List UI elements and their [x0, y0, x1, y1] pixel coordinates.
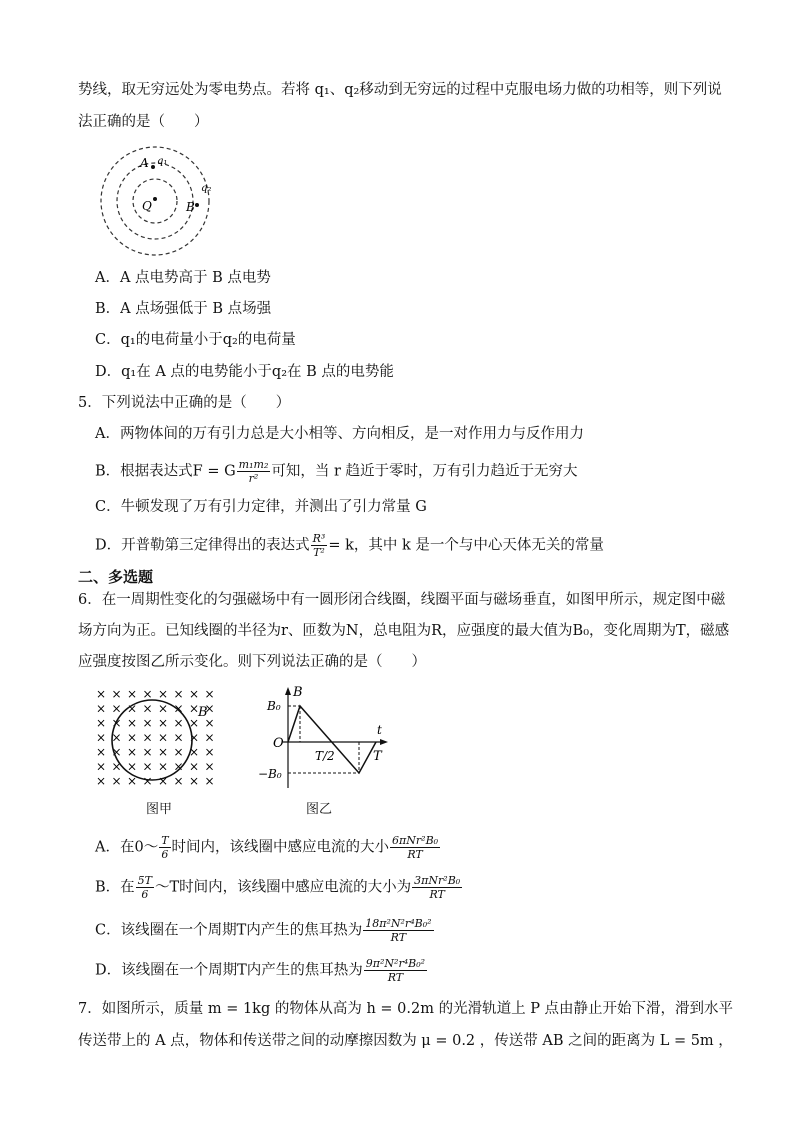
field-cross-mark: ×	[142, 774, 153, 788]
field-cross-mark: ×	[111, 701, 122, 716]
field-cross-mark: ×	[111, 716, 122, 730]
field-cross-mark: ×	[204, 745, 215, 759]
field-cross-mark: ×	[96, 716, 107, 730]
field-cross-mark: ×	[111, 688, 122, 701]
field-cross-mark: ×	[158, 745, 169, 759]
field-cross-mark: ×	[127, 745, 138, 759]
q6-option-a	[95, 834, 441, 861]
q6-optb-time-fraction: $\frac{5T}{6}$	[137, 874, 152, 901]
field-cross-mark: ×	[142, 688, 153, 701]
field-cross-mark: ×	[204, 701, 215, 716]
q4-option-c: C．q₁的电荷量小于q₂的电荷量	[95, 332, 296, 348]
q6-optd-fraction: $\frac{\text{9π²N²r⁴B₀²}}{RT}$	[365, 957, 426, 984]
q5-optd-suffix: = k，其中 k 是一个与中心天体无关的常量	[328, 537, 604, 554]
q6-optc-fraction: $\frac{\text{18π²N²r⁴B₀²}}{RT}$	[365, 917, 432, 944]
field-cross-mark: ×	[127, 688, 138, 701]
q4-option-b: B．A 点场强低于 B 点场强	[95, 301, 272, 317]
q4-stem-line1: 势线，取无穷远处为零电势点。若将 q₁、q₂移动到无穷远的过程中克服电场力做的功相等，则下列说	[78, 82, 722, 98]
label-Q: Q	[142, 199, 152, 213]
field-cross-mark: ×	[189, 759, 200, 774]
field-cross-mark: ×	[158, 716, 169, 730]
field-cross-mark: ×	[189, 774, 200, 788]
field-cross-mark: ×	[158, 688, 169, 701]
q5-option-b	[95, 458, 578, 485]
field-cross-mark: ×	[127, 730, 138, 745]
q6-opta-time-fraction: $\frac{T}{6}$	[161, 834, 169, 861]
axis-label-B: B	[293, 685, 303, 700]
q7-line1: 7．如图所示，质量 m = 1kg 的物体从高为 h = 0.2m 的光滑轨道上 P 点由静止开始下滑，滑到水平	[78, 1001, 734, 1017]
field-cross-mark: ×	[111, 730, 122, 745]
field-cross-mark: ×	[96, 730, 107, 745]
field-cross-mark: ×	[173, 759, 184, 774]
point-B	[195, 203, 199, 207]
field-cross-mark: ×	[111, 759, 122, 774]
field-cross-mark: ×	[173, 730, 184, 745]
section-title: 二、多选题	[78, 568, 154, 586]
field-cross-mark: ×	[173, 716, 184, 730]
fig1-caption: 图甲	[146, 802, 173, 817]
q6-figure-yi	[255, 684, 395, 796]
field-cross-mark: ×	[96, 688, 107, 701]
q6-optb-fraction: $\frac{\text{3πNr²B₀}}{RT}$	[414, 874, 461, 901]
field-cross-mark: ×	[111, 745, 122, 759]
q6-stem-line1: 6．在一周期性变化的匀强磁场中有一圆形闭合线圈，线圈平面与磁场垂直，如图甲所示，规定图中磁	[78, 592, 726, 608]
q4-option-a: A．A 点电势高于 B 点电势	[95, 270, 271, 286]
field-cross-mark: ×	[204, 716, 215, 730]
field-cross-mark: ×	[189, 701, 200, 716]
q6-opta-mid: 时间内，该线圈中感应电流的大小	[171, 839, 390, 856]
point-A	[151, 165, 155, 169]
fig1-label-B: B	[198, 705, 208, 720]
q6-opta-fraction: $\frac{\text{6πNr²B₀}}{RT}$	[392, 834, 439, 861]
q5-stem: 5．下列说法中正确的是（ ）	[78, 395, 291, 411]
field-cross-mark: ×	[204, 688, 215, 701]
field-cross-mark: ×	[96, 759, 107, 774]
field-cross-mark: ×	[173, 688, 184, 701]
q6-stem-line2: 场方向为正。已知线圈的半径为r、匝数为N，总电阻为R，应强度的最大值为B₀，变化周期为T，磁感	[78, 623, 730, 639]
field-cross-mark: ×	[142, 716, 153, 730]
q5-optd-fraction: $\frac{\text{R³}}{\text{T²}}$	[312, 532, 326, 559]
q6-optd-prefix: D．该线圈在一个周期T内产生的焦耳热为	[95, 962, 363, 979]
q5-option-a: A．两物体间的万有引力总是大小相等、方向相反，是一对作用力与反作用力	[95, 426, 584, 442]
magnetic-field-crosses	[96, 688, 215, 788]
q4-figure	[100, 145, 225, 260]
field-cross-mark: ×	[158, 774, 169, 788]
q5-optd-prefix: D．开普勒第三定律得出的表达式	[95, 537, 310, 554]
field-cross-mark: ×	[127, 716, 138, 730]
origin-O: O	[273, 736, 284, 751]
field-cross-mark: ×	[127, 759, 138, 774]
q5-optb-fraction: $\frac{\text{m₁m₂}}{\text{r²}}$	[238, 458, 269, 485]
tick-B0: B₀	[267, 699, 281, 713]
field-cross-mark: ×	[189, 730, 200, 745]
field-cross-mark: ×	[111, 774, 122, 788]
q5-option-c: C．牛顿发现了万有引力定律，并测出了引力常量 G	[95, 499, 427, 515]
q6-stem-line3: 应强度按图乙所示变化。则下列说法正确的是（ ）	[78, 654, 426, 670]
field-cross-mark: ×	[173, 774, 184, 788]
field-cross-mark: ×	[127, 774, 138, 788]
field-cross-mark: ×	[204, 759, 215, 774]
q6-opta-prefix: A．在0～	[95, 839, 159, 856]
tick-T-half: T/2	[315, 749, 335, 763]
field-cross-mark: ×	[204, 730, 215, 745]
q6-optc-prefix: C．该线圈在一个周期T内产生的焦耳热为	[95, 922, 363, 939]
q4-option-d: D．q₁在 A 点的电势能小于q₂在 B 点的电势能	[95, 364, 394, 380]
field-cross-mark: ×	[96, 701, 107, 716]
field-cross-mark: ×	[189, 716, 200, 730]
point-Q	[153, 197, 157, 201]
field-cross-mark: ×	[142, 759, 153, 774]
field-cross-mark: ×	[189, 688, 200, 701]
q5-optb-prefix: B．根据表达式F = G	[95, 463, 236, 480]
field-cross-mark: ×	[142, 730, 153, 745]
q6-optb-mid: ～T时间内，该线圈中感应电流的大小为	[155, 879, 412, 896]
field-cross-mark: ×	[96, 774, 107, 788]
label-B: B	[186, 200, 195, 214]
field-cross-mark: ×	[158, 730, 169, 745]
fig2-caption: 图乙	[306, 802, 333, 817]
field-cross-mark: ×	[158, 759, 169, 774]
label-q1: q₁	[157, 156, 168, 167]
tick-neg-B0: −B₀	[258, 767, 282, 781]
tick-T: T	[373, 749, 382, 764]
q6-option-d	[95, 957, 428, 984]
field-cross-mark: ×	[142, 745, 153, 759]
q6-optb-prefix: B．在	[95, 879, 135, 896]
field-cross-mark: ×	[158, 701, 169, 716]
field-cross-mark: ×	[189, 745, 200, 759]
label-q2: q₂	[201, 183, 212, 194]
field-cross-mark: ×	[142, 701, 153, 716]
q5-optb-suffix: 可知，当 r 趋近于零时，万有引力趋近于无穷大	[271, 463, 578, 480]
field-cross-mark: ×	[96, 745, 107, 759]
field-cross-mark: ×	[173, 701, 184, 716]
field-cross-mark: ×	[127, 701, 138, 716]
axis-label-t: t	[377, 723, 382, 737]
q6-option-b	[95, 874, 463, 901]
field-cross-mark: ×	[204, 774, 215, 788]
field-cross-mark: ×	[173, 745, 184, 759]
q5-option-d	[95, 532, 604, 559]
q4-stem-line2: 法正确的是（ ）	[78, 114, 209, 130]
label-A: A	[140, 156, 149, 170]
q6-figure-jia	[92, 688, 222, 793]
q6-option-c	[95, 917, 435, 944]
q7-line2: 传送带上的 A 点，物体和传送带之间的动摩擦因数为 μ = 0.2 ，传送带 AB 之间的距离为 L = 5m ，	[78, 1033, 733, 1049]
